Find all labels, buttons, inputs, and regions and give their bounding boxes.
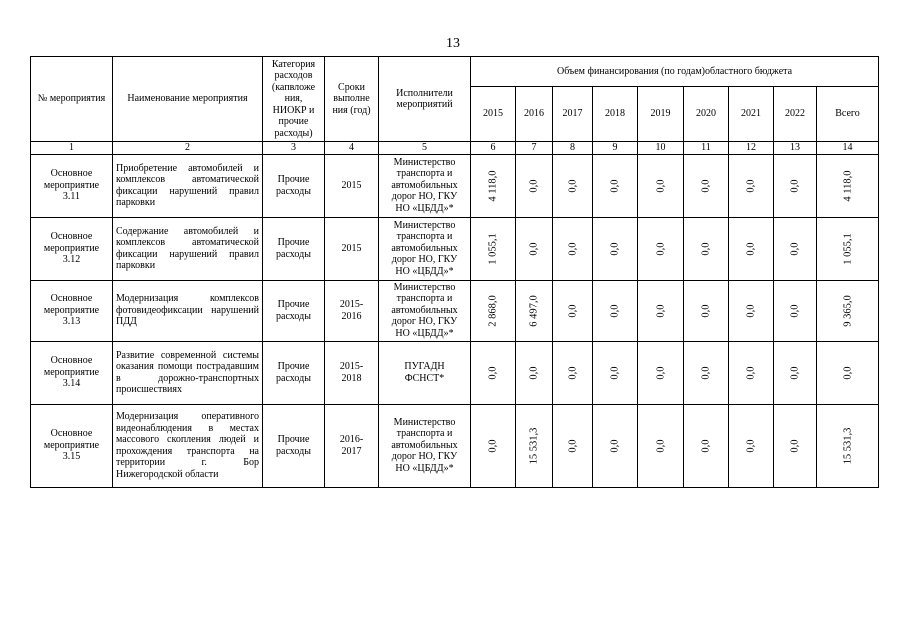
text-line: транспорта и	[396, 428, 453, 440]
column-index: 6	[471, 142, 516, 155]
header-executors	[379, 57, 471, 142]
text-line: дорог НО, ГКУ	[391, 191, 458, 203]
text-line: НО «ЦБДД»*	[395, 265, 454, 277]
text-line: Министерство	[393, 416, 456, 428]
text-line: Основное	[50, 428, 93, 440]
text-line: (капвложе	[271, 81, 316, 93]
year-value	[729, 217, 774, 280]
activity-name: Содержание автомобилей и комплексов автоматической фиксации нарушений правил парковки	[113, 217, 263, 280]
activity-number	[31, 280, 113, 341]
text-line: Исполнители	[396, 87, 453, 99]
activity-name: Модернизация оперативного видеонаблюдения в местах массового скопления людей и прохождения транспорта на территории г. Бор Нижегородской области	[113, 404, 263, 487]
text-line: расходы	[276, 445, 311, 457]
text-line: мероприятие	[43, 304, 100, 316]
text-line: транспорта и	[396, 293, 453, 305]
value-text: 0,0	[609, 178, 621, 193]
text-line: Прочие	[277, 174, 310, 185]
year-header: 2016	[516, 87, 553, 142]
value-text: 0,0	[654, 438, 666, 453]
table-row	[31, 404, 879, 487]
text-line: ния,	[284, 93, 303, 105]
value-text: 0,0	[745, 303, 757, 318]
expense-category	[263, 217, 325, 280]
text-line: 3.11	[62, 191, 81, 203]
text-line: мероприятие	[43, 242, 100, 254]
year-value	[774, 341, 817, 404]
text-line: Прочие	[277, 361, 310, 372]
value-text: 0,0	[528, 365, 540, 380]
execution-term	[325, 154, 379, 217]
value-text: 0,0	[789, 438, 801, 453]
year-value	[774, 217, 817, 280]
table-row	[31, 280, 879, 341]
value-text: 2 868,0	[487, 294, 499, 327]
text-line: расходов	[274, 70, 313, 82]
column-index: 10	[638, 142, 684, 155]
activity-number	[31, 217, 113, 280]
expense-category	[263, 404, 325, 487]
activity-number	[31, 341, 113, 404]
column-index: 8	[553, 142, 593, 155]
header-num: № мероприятия	[31, 57, 113, 142]
value-text: 0,0	[700, 303, 712, 318]
text-line: НО «ЦБДД»*	[395, 202, 454, 214]
value-text: 0,0	[789, 241, 801, 256]
text-line: Министерство	[393, 219, 456, 231]
year-value	[553, 404, 593, 487]
value-text: 1 055,1	[487, 232, 499, 265]
year-value	[553, 341, 593, 404]
value-text: 0,0	[609, 241, 621, 256]
year-value	[774, 154, 817, 217]
value-text: 0,0	[654, 241, 666, 256]
value-text: 0,0	[654, 303, 666, 318]
total-value	[817, 154, 879, 217]
column-index: 5	[379, 142, 471, 155]
value-text: 0,0	[566, 241, 578, 256]
year-value	[471, 217, 516, 280]
year-value	[774, 404, 817, 487]
year-value	[553, 217, 593, 280]
text-line: НИОКР и	[272, 104, 315, 116]
text-line: расходы	[276, 185, 311, 197]
value-text: 15 531,3	[528, 427, 540, 464]
text-line: расходы	[276, 372, 311, 384]
column-index: 2	[113, 142, 263, 155]
year-value	[729, 280, 774, 341]
text-line: НО «ЦБДД»*	[395, 462, 454, 474]
column-index-row	[31, 142, 879, 155]
text-line: Министерство	[393, 156, 456, 168]
text-line: Основное	[50, 355, 93, 367]
financing-table	[30, 56, 879, 488]
text-line: мероприятие	[43, 439, 100, 451]
year-header: 2018	[593, 87, 638, 142]
year-value	[729, 404, 774, 487]
value-text: 0,0	[745, 241, 757, 256]
value-text: 0,0	[745, 438, 757, 453]
year-value	[516, 280, 553, 341]
activity-name: Приобретение автомобилей и комплексов автоматической фиксации нарушений правил парковки	[113, 154, 263, 217]
column-index: 11	[684, 142, 729, 155]
value-text: 9 365,0	[841, 294, 853, 327]
year-header: 2015	[471, 87, 516, 142]
value-text: 0,0	[566, 365, 578, 380]
year-value	[471, 154, 516, 217]
value-text: 0,0	[609, 365, 621, 380]
year-value	[516, 341, 553, 404]
text-line: Прочие	[277, 299, 310, 310]
text-line: Основное	[50, 231, 93, 243]
total-value	[817, 217, 879, 280]
year-value	[471, 341, 516, 404]
value-text: 0,0	[566, 178, 578, 193]
value-text: 0,0	[700, 438, 712, 453]
year-header: 2022	[774, 87, 817, 142]
year-value	[684, 280, 729, 341]
text-line: прочие	[278, 116, 309, 128]
text-line: ния (год)	[332, 104, 371, 116]
text-line: 2016	[341, 310, 362, 322]
value-text: 0,0	[745, 178, 757, 193]
text-line: Категория	[271, 58, 316, 70]
text-line: расходы	[276, 248, 311, 260]
executors	[379, 280, 471, 341]
total-value	[817, 341, 879, 404]
year-value	[774, 280, 817, 341]
column-index: 3	[263, 142, 325, 155]
year-value	[638, 217, 684, 280]
activity-name: Развитие современной системы оказания помощи пострадавшим в дорожно-транспортных происшествиях	[113, 341, 263, 404]
text-line: 2018	[341, 372, 362, 384]
activity-number	[31, 404, 113, 487]
year-header: 2019	[638, 87, 684, 142]
table-row	[31, 341, 879, 404]
year-value	[684, 404, 729, 487]
year-header: 2020	[684, 87, 729, 142]
value-text: 0,0	[745, 365, 757, 380]
text-line: мероприятий	[396, 99, 453, 110]
execution-term	[325, 404, 379, 487]
year-value	[684, 217, 729, 280]
executors	[379, 154, 471, 217]
value-text: 0,0	[789, 303, 801, 318]
column-index: 14	[817, 142, 879, 155]
year-value	[516, 154, 553, 217]
text-line: 2015	[341, 242, 362, 254]
value-text: 0,0	[700, 365, 712, 380]
text-line: 2015-	[339, 299, 364, 310]
text-line: автомобильных	[391, 179, 458, 191]
header-name: Наименование мероприятия	[113, 57, 263, 142]
text-line: расходы)	[274, 127, 313, 139]
table-row	[31, 217, 879, 280]
value-text: 0,0	[487, 438, 499, 453]
text-line: 2015	[341, 179, 362, 191]
value-text: 1 055,1	[841, 232, 853, 265]
page-number: 13	[446, 36, 460, 51]
year-value	[516, 217, 553, 280]
year-value	[729, 154, 774, 217]
total-value	[817, 280, 879, 341]
text-line: транспорта и	[396, 231, 453, 243]
text-line: 3.13	[62, 316, 81, 328]
execution-term	[325, 280, 379, 341]
value-text: 0,0	[609, 438, 621, 453]
executors	[379, 217, 471, 280]
text-line: 2016-	[339, 434, 364, 445]
execution-term	[325, 341, 379, 404]
expense-category	[263, 280, 325, 341]
column-index: 1	[31, 142, 113, 155]
year-value	[684, 154, 729, 217]
text-line: выполне	[333, 93, 370, 105]
value-text: 0,0	[528, 178, 540, 193]
value-text: 0,0	[841, 365, 853, 380]
year-value	[553, 280, 593, 341]
value-text: 0,0	[566, 438, 578, 453]
header-term	[325, 57, 379, 142]
activity-number	[31, 154, 113, 217]
year-value	[684, 341, 729, 404]
total-value	[817, 404, 879, 487]
value-text: 0,0	[654, 178, 666, 193]
text-line: Сроки	[338, 81, 365, 93]
value-text: 4 118,0	[487, 169, 499, 202]
header-category	[263, 57, 325, 142]
value-text: 6 497,0	[528, 294, 540, 327]
value-text: 15 531,3	[841, 427, 853, 464]
text-line: дорог НО, ГКУ	[391, 254, 458, 266]
column-index: 12	[729, 142, 774, 155]
value-text: 0,0	[700, 178, 712, 193]
text-line: Министерство	[393, 281, 456, 293]
year-value	[638, 280, 684, 341]
value-text: 0,0	[566, 303, 578, 318]
year-value	[638, 404, 684, 487]
value-text: 0,0	[789, 365, 801, 380]
column-index: 7	[516, 142, 553, 155]
value-text: 0,0	[487, 365, 499, 380]
activity-name: Модернизация комплексов фотовидеофиксации нарушений ПДД	[113, 280, 263, 341]
column-index: 13	[774, 142, 817, 155]
value-text: 0,0	[654, 365, 666, 380]
text-line: дорог НО, ГКУ	[391, 451, 458, 463]
text-line: ПУГАДН	[404, 361, 445, 372]
year-header: 2017	[553, 87, 593, 142]
value-text: 0,0	[700, 241, 712, 256]
text-line: автомобильных	[391, 242, 458, 254]
text-line: 2015-	[339, 361, 364, 372]
column-index: 4	[325, 142, 379, 155]
year-value	[593, 280, 638, 341]
year-value	[729, 341, 774, 404]
text-line: мероприятие	[43, 179, 100, 191]
text-line: НО «ЦБДД»*	[395, 327, 454, 339]
text-line: автомобильных	[391, 304, 458, 316]
value-text: 4 118,0	[841, 169, 853, 202]
year-header: Всего	[817, 87, 879, 142]
value-text: 0,0	[528, 241, 540, 256]
expense-category	[263, 341, 325, 404]
text-line: ФСНСТ*	[404, 372, 445, 384]
year-value	[593, 154, 638, 217]
executors	[379, 404, 471, 487]
text-line: Основное	[50, 293, 93, 305]
year-value	[593, 404, 638, 487]
text-line: 3.12	[62, 254, 81, 266]
value-text: 0,0	[789, 178, 801, 193]
year-value	[593, 341, 638, 404]
text-line: мероприятие	[43, 366, 100, 378]
header-financing: Объем финансирования (по годам)областного бюджета	[471, 57, 879, 87]
expense-category	[263, 154, 325, 217]
text-line: автомобильных	[391, 439, 458, 451]
year-value	[516, 404, 553, 487]
text-line: 2017	[341, 445, 362, 457]
text-line: 3.15	[62, 451, 81, 463]
year-value	[553, 154, 593, 217]
table-row	[31, 154, 879, 217]
text-line: расходы	[276, 310, 311, 322]
year-value	[471, 280, 516, 341]
text-line: Прочие	[277, 237, 310, 248]
executors	[379, 341, 471, 404]
year-value	[593, 217, 638, 280]
text-line: Прочие	[277, 434, 310, 445]
year-value	[471, 404, 516, 487]
text-line: дорог НО, ГКУ	[391, 316, 458, 328]
column-index: 9	[593, 142, 638, 155]
year-header: 2021	[729, 87, 774, 142]
value-text: 0,0	[609, 303, 621, 318]
execution-term	[325, 217, 379, 280]
text-line: транспорта и	[396, 168, 453, 180]
text-line: Основное	[50, 168, 93, 180]
year-value	[638, 154, 684, 217]
text-line: 3.14	[62, 378, 81, 390]
year-value	[638, 341, 684, 404]
